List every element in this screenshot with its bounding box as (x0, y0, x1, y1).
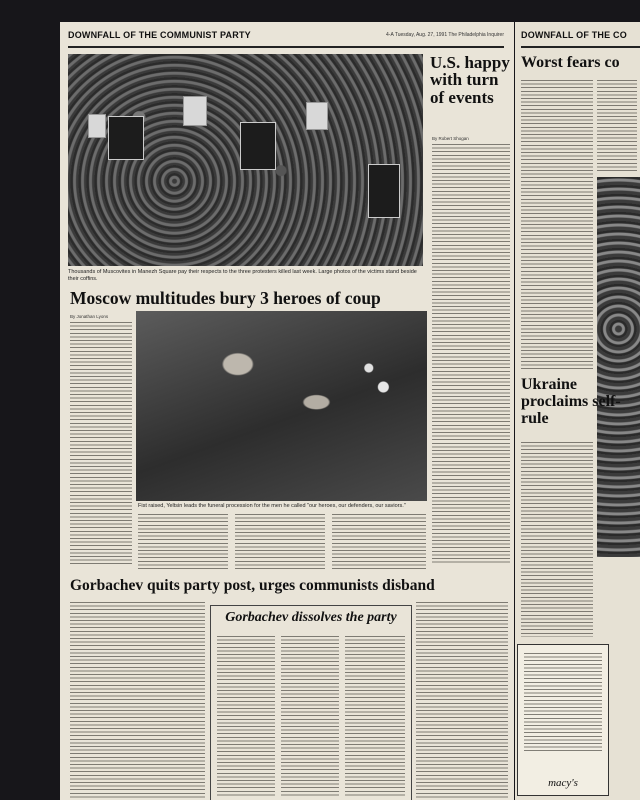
right-headline: U.S. happy with turn of events (430, 53, 510, 107)
text-column (70, 602, 205, 798)
gorbachev-headline: Gorbachev quits party post, urges communists disband (70, 577, 435, 594)
text-column (432, 144, 510, 564)
section-title: DOWNFALL OF THE COMMUNIST PARTY (68, 30, 251, 40)
victim-portrait (240, 122, 276, 170)
section-header (68, 30, 504, 48)
newspaper-page-right (515, 22, 640, 800)
ad-text (524, 653, 602, 753)
sidebar-box (210, 605, 412, 800)
macys-logo: macy's (548, 777, 578, 789)
main-headline: Moscow multitudes bury 3 heroes of coup (70, 288, 381, 308)
page-meta: 4-A Tuesday, Aug. 27, 1991 The Philadelphia Inquirer (386, 32, 504, 38)
main-byline: By Jonathan Lyons (70, 314, 109, 319)
text-column (345, 636, 405, 796)
text-column (521, 442, 593, 637)
text-column (138, 514, 228, 569)
text-column (281, 636, 339, 796)
placard (306, 102, 328, 130)
victim-portrait (108, 116, 144, 160)
photo2-caption: Fist raised, Yeltsin leads the funeral procession for the men he called "our heroes, our defenders, our saviors." (138, 503, 406, 509)
box-title: Gorbachev dissolves the party (225, 610, 397, 625)
macys-ad (517, 644, 609, 796)
section-header-right (521, 30, 640, 48)
ukraine-headline: Ukraine proclaims self-rule (521, 376, 621, 427)
section-title-right: DOWNFALL OF THE CO (521, 30, 627, 40)
text-column (235, 514, 325, 569)
victim-portrait (368, 164, 400, 218)
photo1-caption: Thousands of Muscovites in Manezh Square pay their respects to the three protesters killed last week. Large photos of the victims stand beside their coffins. (68, 269, 417, 282)
yeltsin-funeral-photo (136, 311, 427, 501)
text-column (332, 514, 426, 569)
crowd-photo (68, 54, 423, 266)
text-column (217, 636, 275, 796)
worst-fears-headline: Worst fears co (521, 54, 620, 71)
text-column (521, 80, 593, 370)
flower-photo (597, 177, 640, 557)
right-byline: By Robert Shogan (432, 136, 469, 141)
text-column (70, 322, 132, 567)
text-column (597, 80, 637, 172)
placard (183, 96, 207, 126)
placard (88, 114, 106, 138)
text-column (416, 602, 508, 798)
newspaper-page-left (60, 22, 514, 800)
